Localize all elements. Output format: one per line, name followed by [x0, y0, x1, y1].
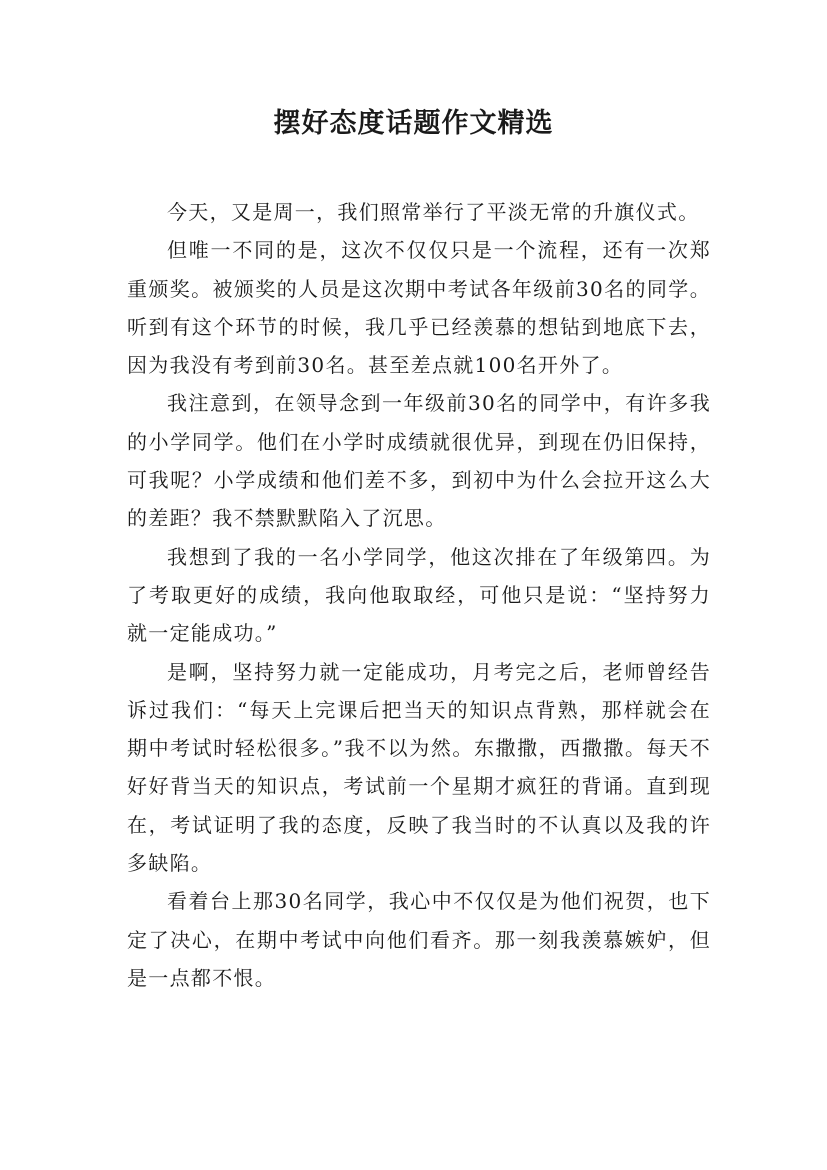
- paragraph: 我想到了我的一名小学同学，他这次排在了年级第四。为了考取更好的成绩，我向他取取经，可他只是说：“坚持努力就一定能成功。”: [127, 544, 711, 646]
- document-body: [127, 193, 711, 997]
- paragraph: 今天，又是周一，我们照常举行了平淡无常的升旗仪式。: [167, 200, 700, 224]
- paragraph: 看着台上那30名同学，我心中不仅仅是为他们祝贺，也下定了决心，在期中考试中向他们看齐。那一刻我羡慕嫉妒，但是一点都不恨。: [127, 889, 711, 990]
- document-title: 摆好态度话题作文精选: [273, 108, 554, 139]
- paragraph: 我注意到，在领导念到一年级前30名的同学中，有许多我的小学同学。他们在小学时成绩就很优异，到现在仍旧保持，可我呢？小学成绩和他们差不多，到初中为什么会拉开这么大的差距？我不禁默默陷入了沉思。: [127, 391, 711, 531]
- paragraph: 是啊，坚持努力就一定能成功，月考完之后，老师曾经告诉过我们：“每天上完课后把当天的知识点背熟，那样就会在期中考试时轻松很多。”我不以为然。东撒撒，西撒撒。每天不好好背当天的知识点，考试前一个星期才疯狂的背诵。直到现在，考试证明了我的态度，反映了我当时的不认真以及我的许多缺陷。: [127, 659, 711, 876]
- paragraph: 但唯一不同的是，这次不仅仅只是一个流程，还有一次郑重颁奖。被颁奖的人员是这次期中考试各年级前30名的同学。听到有这个环节的时候，我几乎已经羡慕的想钻到地底下去，因为我没有考到前30名。甚至差点就100名开外了。: [127, 238, 711, 378]
